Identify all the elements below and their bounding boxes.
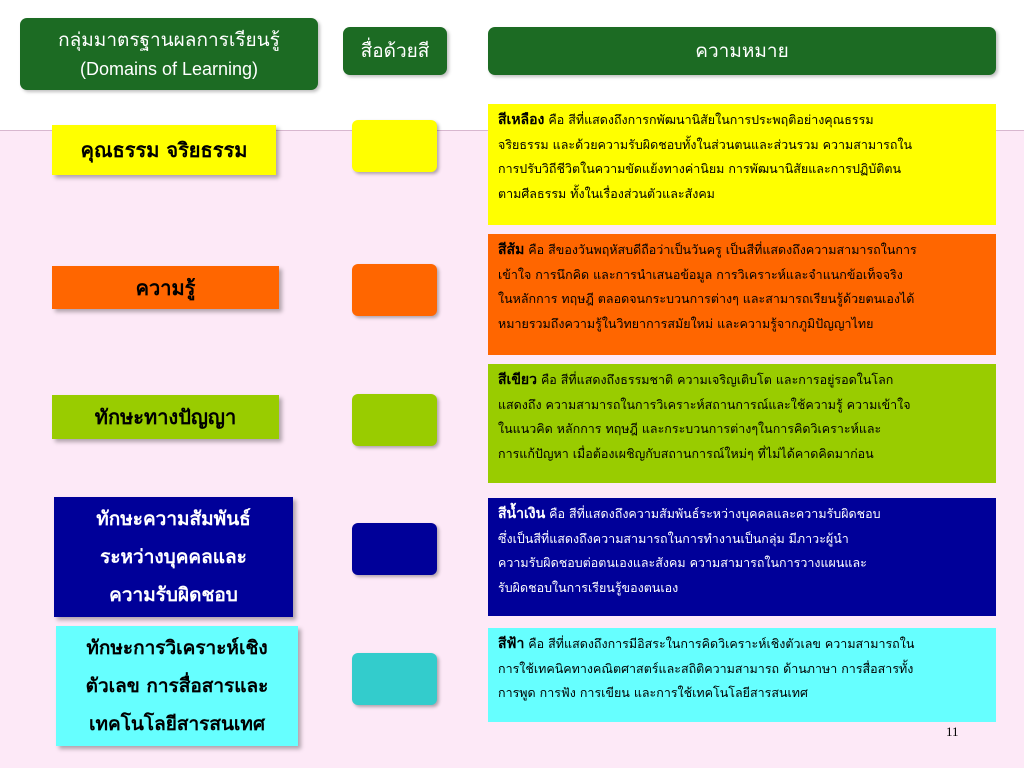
meaning-line: หมายรวมถึงความรู้ในวิทยาการสมัยใหม่ และความรู้จากภูมิปัญญาไทย <box>498 315 874 331</box>
meaning-line: การปรับวิถีชีวิตในความขัดแย้งทางค่านิยม การพัฒนานิสัยและการปฏิบัติตน <box>498 161 902 176</box>
header-meaning: ความหมาย <box>488 27 996 75</box>
meaning-term: สีน้ำเงิน <box>498 506 546 522</box>
meaning-line: แสดงถึง ความสามารถในการวิเคราะห์สถานการณ์และใช้ความรู้ ความเข้าใจ <box>498 396 911 412</box>
meaning-line <box>498 108 988 133</box>
meaning-green <box>488 364 996 483</box>
color-swatch-lightblue <box>352 653 437 705</box>
header-domains-of-learning <box>20 18 318 90</box>
meaning-line <box>498 632 988 657</box>
domain-knowledge: ความรู้ <box>52 266 279 309</box>
meaning-text: คือ สีที่แสดงถึงการกพัฒนานิสัยในการประพฤติอย่างคุณธรรม <box>544 112 874 127</box>
meaning-term: สีเขียว <box>498 372 537 388</box>
meaning-line: จริยธรรม และด้วยความรับผิดชอบทั้งในส่วนตนและส่วนรวม ความสามารถใน <box>498 136 913 152</box>
header-domains-thai: กลุ่มมาตรฐานผลการเรียนรู้ <box>58 29 280 51</box>
meaning-line: รับผิดชอบในการเรียนรู้ของตนเอง <box>498 579 679 595</box>
meaning-text: คือ สีที่แสดงถึงการมีอิสระในการคิดวิเคราะห์เชิงตัวเลข ความสามารถใน <box>524 636 915 651</box>
meaning-text: คือ สีของวันพฤหัสบดีถือว่าเป็นวันครู เป็นสีที่แสดงถึงความสามารถในการ <box>524 242 917 257</box>
domain-ethics: คุณธรรม จริยธรรม <box>52 125 276 175</box>
meaning-text: คือ สีที่แสดงถึงความสัมพันธ์ระหว่างบุคคลและความรับผิดชอบ <box>545 506 881 521</box>
meaning-text: คือ สีที่แสดงถึงธรรมชาติ ความเจริญเติบโต และการอยู่รอดในโลก <box>536 372 894 387</box>
meaning-lightblue <box>488 628 996 722</box>
meaning-yellow <box>488 104 996 225</box>
meaning-blue <box>488 498 996 616</box>
meaning-line <box>498 238 988 263</box>
meaning-term: สีส้ม <box>498 242 525 258</box>
meaning-line: ซึ่งเป็นสีที่แสดงถึงความสามารถในการทำงานเป็นกลุ่ม มีภาวะผู้นำ <box>498 530 849 546</box>
meaning-line: การแก้ปัญหา เมื่อต้องเผชิญกับสถานการณ์ใหม่ๆ ที่ไม่ได้คาดคิดมาก่อน <box>498 445 874 461</box>
meaning-line <box>498 368 988 393</box>
meaning-line: ตามศีลธรรม ทั้งในเรื่องส่วนตัวและสังคม <box>498 185 715 201</box>
meaning-term: สีเหลือง <box>498 112 545 128</box>
color-swatch-orange <box>352 264 437 316</box>
page-number: 11 <box>946 724 959 739</box>
header-domains-english: (Domains of Learning) <box>79 59 259 79</box>
domain-interpersonal-responsibility: ทักษะความสัมพันธ์ ระหว่างบุคคลและ ความรับผิดชอบ <box>54 497 293 617</box>
header-color-code: สื่อด้วยสี <box>343 27 447 75</box>
color-swatch-blue <box>352 523 437 575</box>
meaning-line: ความรับผิดชอบต่อตนเองและสังคม ความสามารถในการวางแผนและ <box>498 555 867 570</box>
meaning-line: ในหลักการ ทฤษฎี ตลอดจนกระบวนการต่างๆ และสามารถเรียนรู้ด้วยตนเองได้ <box>498 291 915 306</box>
domain-numerical-communication-it: ทักษะการวิเคราะห์เชิง ตัวเลข การสื่อสารและ เทคโนโลยีสารสนเทศ <box>56 626 298 746</box>
meaning-orange <box>488 234 996 355</box>
domain-cognitive-skills: ทักษะทางปัญญา <box>52 395 279 439</box>
meaning-term: สีฟ้า <box>498 636 525 652</box>
color-swatch-yellow <box>352 120 437 172</box>
meaning-line: ในแนวคิด หลักการ ทฤษฎี และกระบวนการต่างๆในการคิดวิเคราะห์และ <box>498 421 882 436</box>
meaning-line: เข้าใจ การนึกคิด และการนำเสนอข้อมูล การวิเคราะห์และจำแนกข้อเท็จจริง <box>498 266 903 282</box>
meaning-line <box>498 502 988 527</box>
color-swatch-green <box>352 394 437 446</box>
meaning-line: การพูด การฟัง การเขียน และการใช้เทคโนโลยีสารสนเทศ <box>498 685 808 700</box>
meaning-line: การใช้เทคนิคทางคณิตศาสตร์และสถิติความสามารถ ด้านภาษา การสื่อสารทั้ง <box>498 660 914 676</box>
